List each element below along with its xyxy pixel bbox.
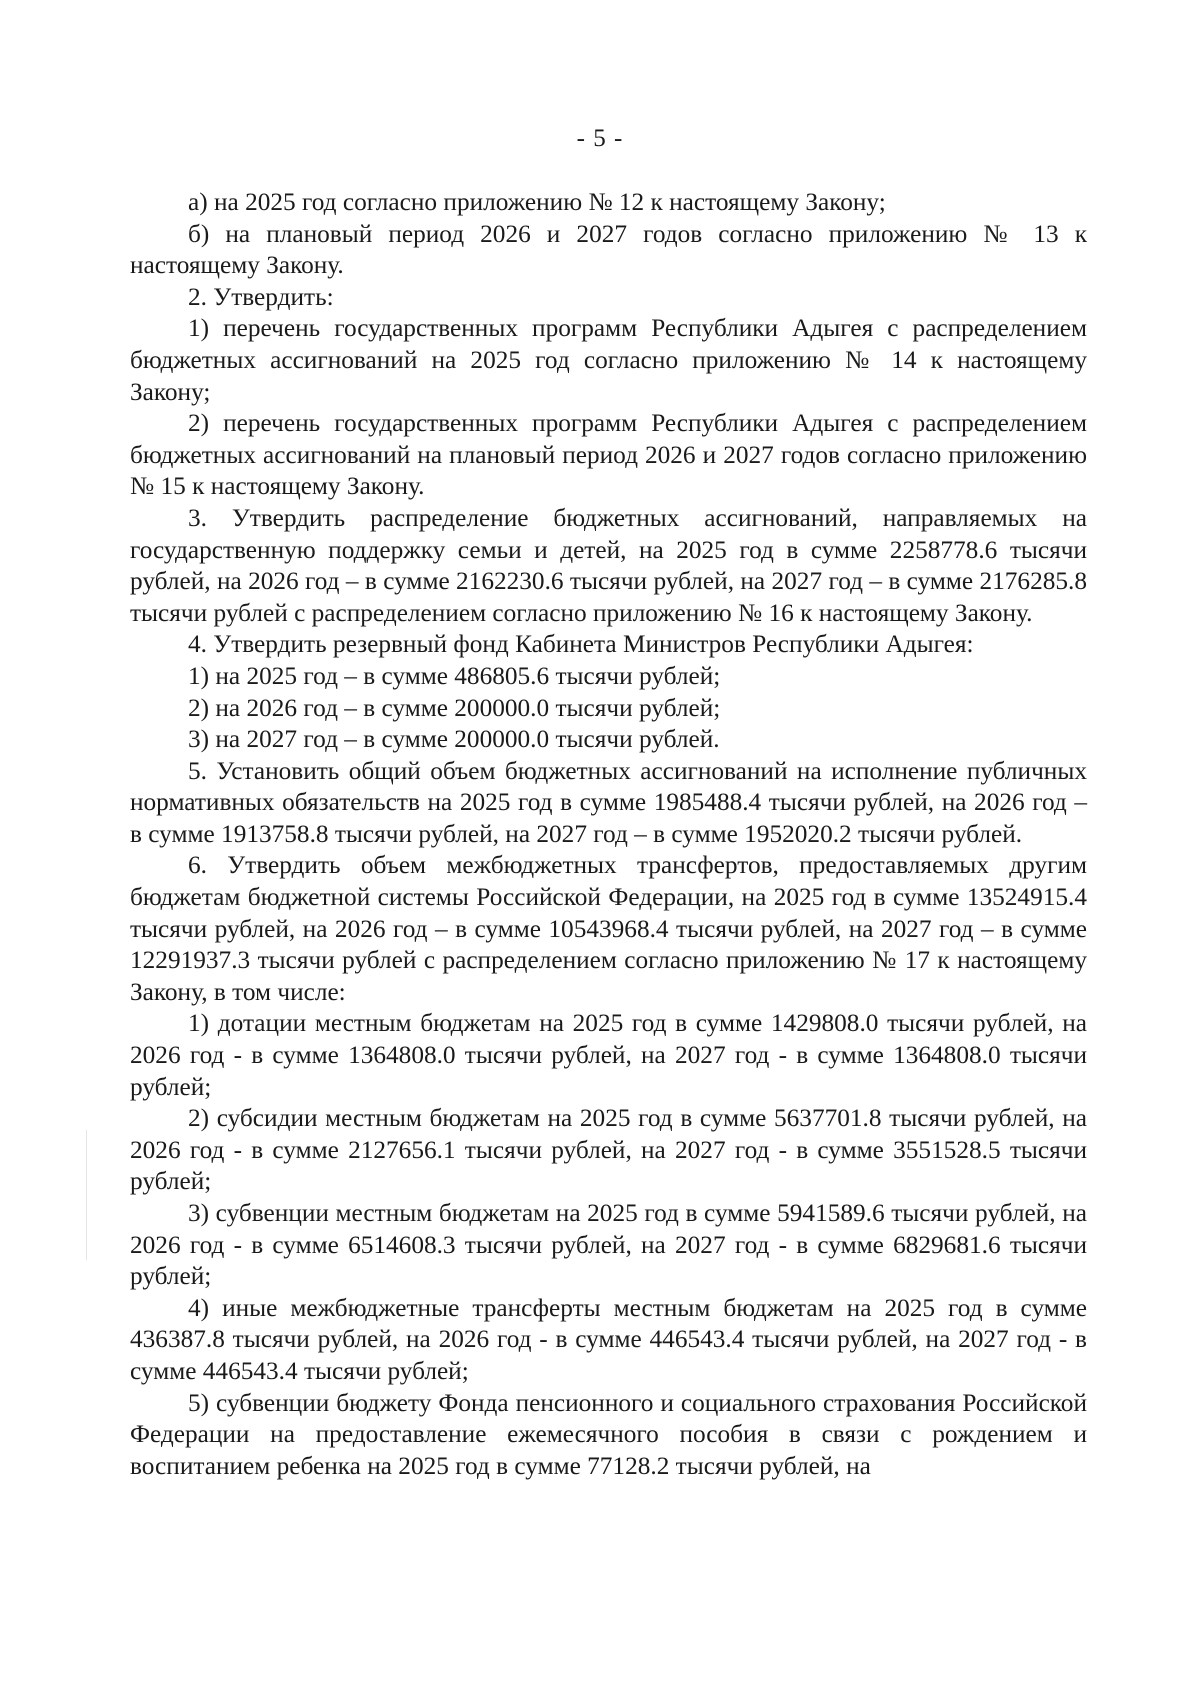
paragraph-clause-6-item-4: 4) иные межбюджетные трансферты местным бюджетам на 2025 год в сумме 436387.8 тысячи рублей, на 2026 год - в сумме 446543.4 тысячи рублей, на 2027 год - в сумме 446543.4 тысячи рублей;: [130, 1293, 1087, 1385]
paragraph-clause-2-item-1: 1) перечень государственных программ Республики Адыгея с распределением бюджетных ассигнований на 2025 год согласно приложению № 14 к настоящему Закону;: [130, 314, 1087, 406]
document-body: [130, 187, 1087, 1482]
paragraph-clause-5: 5. Установить общий объем бюджетных ассигнований на исполнение публичных нормативных обязательств на 2025 год в сумме 1985488.4 тысячи рублей, на 2026 год – в сумме 1913758.8 тысячи рублей, на 2027 год – в сумме 1952020.2 тысячи рублей.: [130, 756, 1087, 848]
paragraph-item-b: б) на плановый период 2026 и 2027 годов согласно приложению № 13 к настоящему Закону.: [130, 219, 1087, 280]
paragraph-clause-6-item-2: 2) субсидии местным бюджетам на 2025 год в сумме 5637701.8 тысячи рублей, на 2026 год - в сумме 2127656.1 тысячи рублей, на 2027 год - в сумме 3551528.5 тысячи рублей;: [130, 1104, 1087, 1196]
paragraph-item-a: а) на 2025 год согласно приложению № 12 к настоящему Закону;: [188, 188, 886, 216]
paragraph-clause-4: 4. Утвердить резервный фонд Кабинета Министров Республики Адыгея:: [188, 630, 974, 659]
paragraph-clause-2-item-2: 2) перечень государственных программ Республики Адыгея с распределением бюджетных ассигнований на плановый период 2026 и 2027 годов согласно приложению № 15 к настоящему Закону.: [130, 409, 1087, 501]
paragraph-clause-6-item-5: 5) субвенции бюджету Фонда пенсионного и социального страхования Российской Федерации на предоставление ежемесячного пособия в связи с рождением и воспитанием ребенка на 2025 год в сумме 77128.2 тысячи рублей, на: [130, 1388, 1087, 1480]
paragraph-clause-3: 3. Утвердить распределение бюджетных ассигнований, направляемых на государственную поддержку семьи и детей, на 2025 год в сумме 2258778.6 тысячи рублей, на 2026 год – в сумме 2162230.6 тысячи рублей, на 2027 год – в сумме 2176285.8 тысячи рублей с распределением согласно приложению № 16 к настоящему Закону.: [130, 503, 1087, 627]
paragraph-clause-4-item-2: 2) на 2026 год – в сумме 200000.0 тысячи рублей;: [188, 693, 721, 722]
paragraph-clause-6-item-1: 1) дотации местным бюджетам на 2025 год в сумме 1429808.0 тысячи рублей, на 2026 год - в сумме 1364808.0 тысячи рублей, на 2027 год - в сумме 1364808.0 тысячи рублей;: [130, 1009, 1087, 1101]
scan-margin-mark: [86, 1130, 87, 1260]
paragraph-clause-4-item-3: 3) на 2027 год – в сумме 200000.0 тысячи рублей.: [188, 725, 720, 754]
paragraph-clause-6: 6. Утвердить объем межбюджетных трансфертов, предоставляемых другим бюджетам бюджетной системы Российской Федерации, на 2025 год в сумме 13524915.4 тысячи рублей, на 2026 год – в сумме 10543968.4 тысячи рублей, на 2027 год – в сумме 12291937.3 тысячи рублей с распределением согласно приложению № 17 к настоящему Закону, в том числе:: [130, 851, 1087, 1006]
paragraph-clause-4-item-1: 1) на 2025 год – в сумме 486805.6 тысячи рублей;: [188, 661, 721, 690]
paragraph-clause-6-item-3: 3) субвенции местным бюджетам на 2025 год в сумме 5941589.6 тысячи рублей, на 2026 год - в сумме 6514608.3 тысячи рублей, на 2027 год - в сумме 6829681.6 тысячи рублей;: [130, 1199, 1087, 1291]
page-number: - 5 -: [576, 125, 624, 152]
paragraph-clause-2: 2. Утвердить:: [188, 282, 334, 311]
